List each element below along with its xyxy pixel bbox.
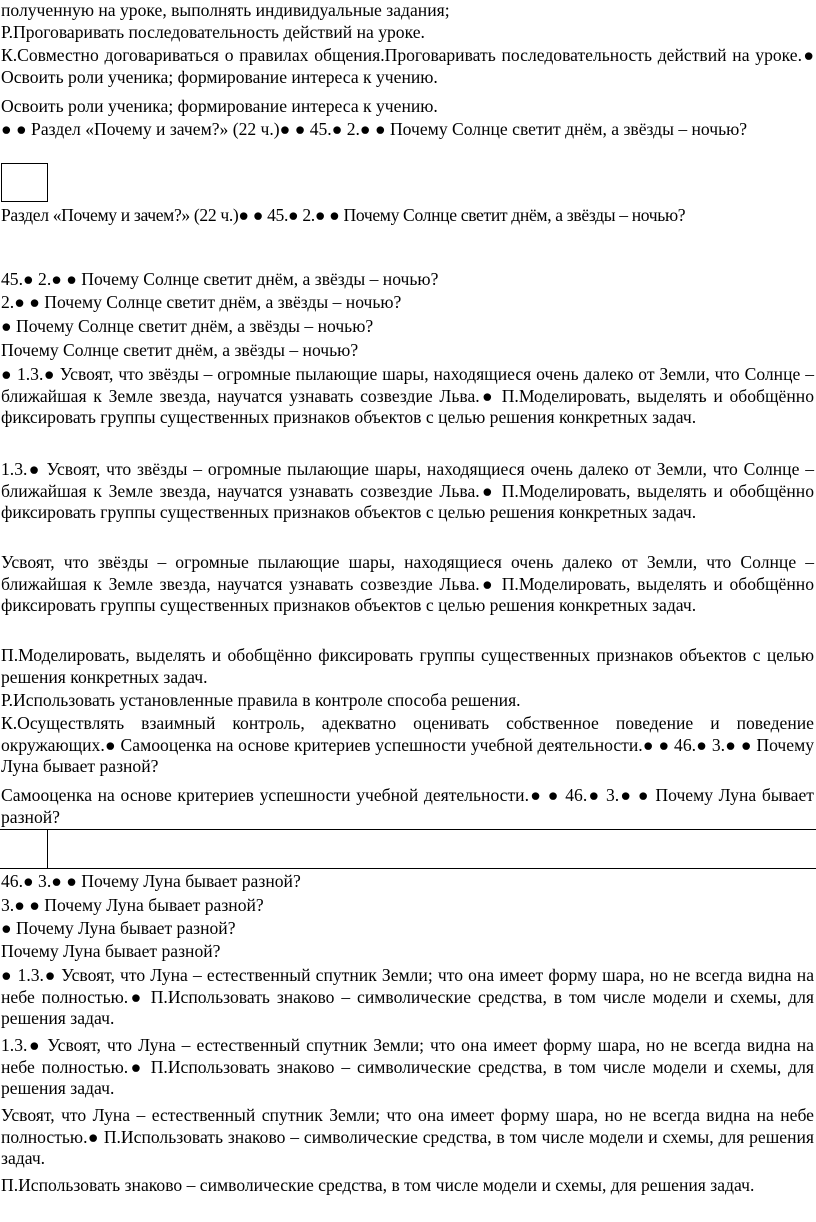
- paragraph-20: ● Почему Луна бывает разной?: [1, 918, 236, 938]
- paragraph-7: 45.● 2.● ● Почему Солнце светит днём, а звёзды – ночью?: [1, 269, 439, 289]
- paragraph-5: ● ● Раздел «Почему и зачем?» (22 ч.)● ● 45.● 2.● ● Почему Солнце светит днём, а звёзды – ночью?: [1, 119, 748, 139]
- paragraph-8: 2.● ● Почему Солнце светит днём, а звёзды – ночью?: [1, 292, 402, 312]
- paragraph-23: 1.3.● Усвоят, что Луна – естественный спутник Земли; что она имеет форму шара, но не всегда видна на небе полностью.● П.Использовать знаково – символические средства, в том числе модели и схемы, для решения задач.: [1, 1035, 814, 1099]
- paragraph-12: 1.3.● Усвоят, что звёзды – огромные пылающие шары, находящиеся очень далеко от Земли, что Солнце – ближайшая к Земле звезда, научатся узнавать созвездие Льва.● П.Моделировать, выделять и обобщённо фиксировать группы существенных признаков объектов с целью решения конкретных задач.: [1, 459, 814, 523]
- paragraph-24: Усвоят, что Луна – естественный спутник Земли; что она имеет форму шара, но не всегда видна на небе полностью.● П.Использовать знаково – символические средства, в том числе модели и схемы, для решения задач.: [1, 1105, 814, 1169]
- paragraph-10: Почему Солнце светит днём, а звёзды – ночью?: [1, 340, 359, 360]
- table-border-bottom: [0, 868, 816, 869]
- paragraph-21: Почему Луна бывает разной?: [1, 941, 221, 961]
- paragraph-3: К.Совместно договариваться о правилах общения.Проговаривать последовательность действий на уроке.● Освоить роли ученика; формирование интереса к учению.: [1, 45, 814, 87]
- table-border-top: [0, 829, 816, 830]
- empty-table-cell: [1, 163, 48, 202]
- paragraph-17: Самооценка на основе критериев успешности учебной деятельности.● ● 46.● 3.● ● Почему Луна бывает разной?: [1, 785, 814, 827]
- paragraph-6: Раздел «Почему и зачем?» (22 ч.)● ● 45.● 2.● ● Почему Солнце светит днём, а звёзды – ночью?: [1, 205, 686, 225]
- paragraph-19: 3.● ● Почему Луна бывает разной?: [1, 895, 264, 915]
- paragraph-1: полученную на уроке, выполнять индивидуальные задания;: [1, 0, 450, 20]
- table-column-divider: [47, 829, 48, 868]
- paragraph-15: Р.Использовать установленные правила в контроле способа решения.: [1, 690, 521, 710]
- paragraph-22: ● 1.3.● Усвоят, что Луна – естественный спутник Земли; что она имеет форму шара, но не всегда видна на небе полностью.● П.Использовать знаково – символические средства, в том числе модели и схемы, для решения задач.: [1, 965, 814, 1029]
- paragraph-25: П.Использовать знаково – символические средства, в том числе модели и схемы, для решения задач.: [1, 1175, 755, 1195]
- paragraph-4: Освоить роли ученика; формирование интереса к учению.: [1, 96, 438, 116]
- paragraph-18: 46.● 3.● ● Почему Луна бывает разной?: [1, 871, 301, 891]
- paragraph-11: ● 1.3.● Усвоят, что звёзды – огромные пылающие шары, находящиеся очень далеко от Земли, что Солнце – ближайшая к Земле звезда, научатся узнавать созвездие Льва.● П.Моделировать, выделять и обобщённо фиксировать группы существенных признаков объектов с целью решения конкретных задач.: [1, 364, 814, 428]
- paragraph-14: П.Моделировать, выделять и обобщённо фиксировать группы существенных признаков объектов с целью решения конкретных задач.: [1, 645, 814, 687]
- paragraph-13: Усвоят, что звёзды – огромные пылающие шары, находящиеся очень далеко от Земли, что Солнце – ближайшая к Земле звезда, научатся узнавать созвездие Льва.● П.Моделировать, выделять и обобщённо фиксировать группы существенных признаков объектов с целью решения конкретных задач.: [1, 552, 814, 616]
- paragraph-9: ● Почему Солнце светит днём, а звёзды – ночью?: [1, 316, 374, 336]
- paragraph-16: К.Осуществлять взаимный контроль, адекватно оценивать собственное поведение и поведение окружающих.● Самооценка на основе критериев успешности учебной деятельности.● ● 46.● 3.● ● Почему Луна бывает разной?: [1, 713, 814, 777]
- paragraph-2: Р.Проговаривать последовательность действий на уроке.: [1, 22, 425, 42]
